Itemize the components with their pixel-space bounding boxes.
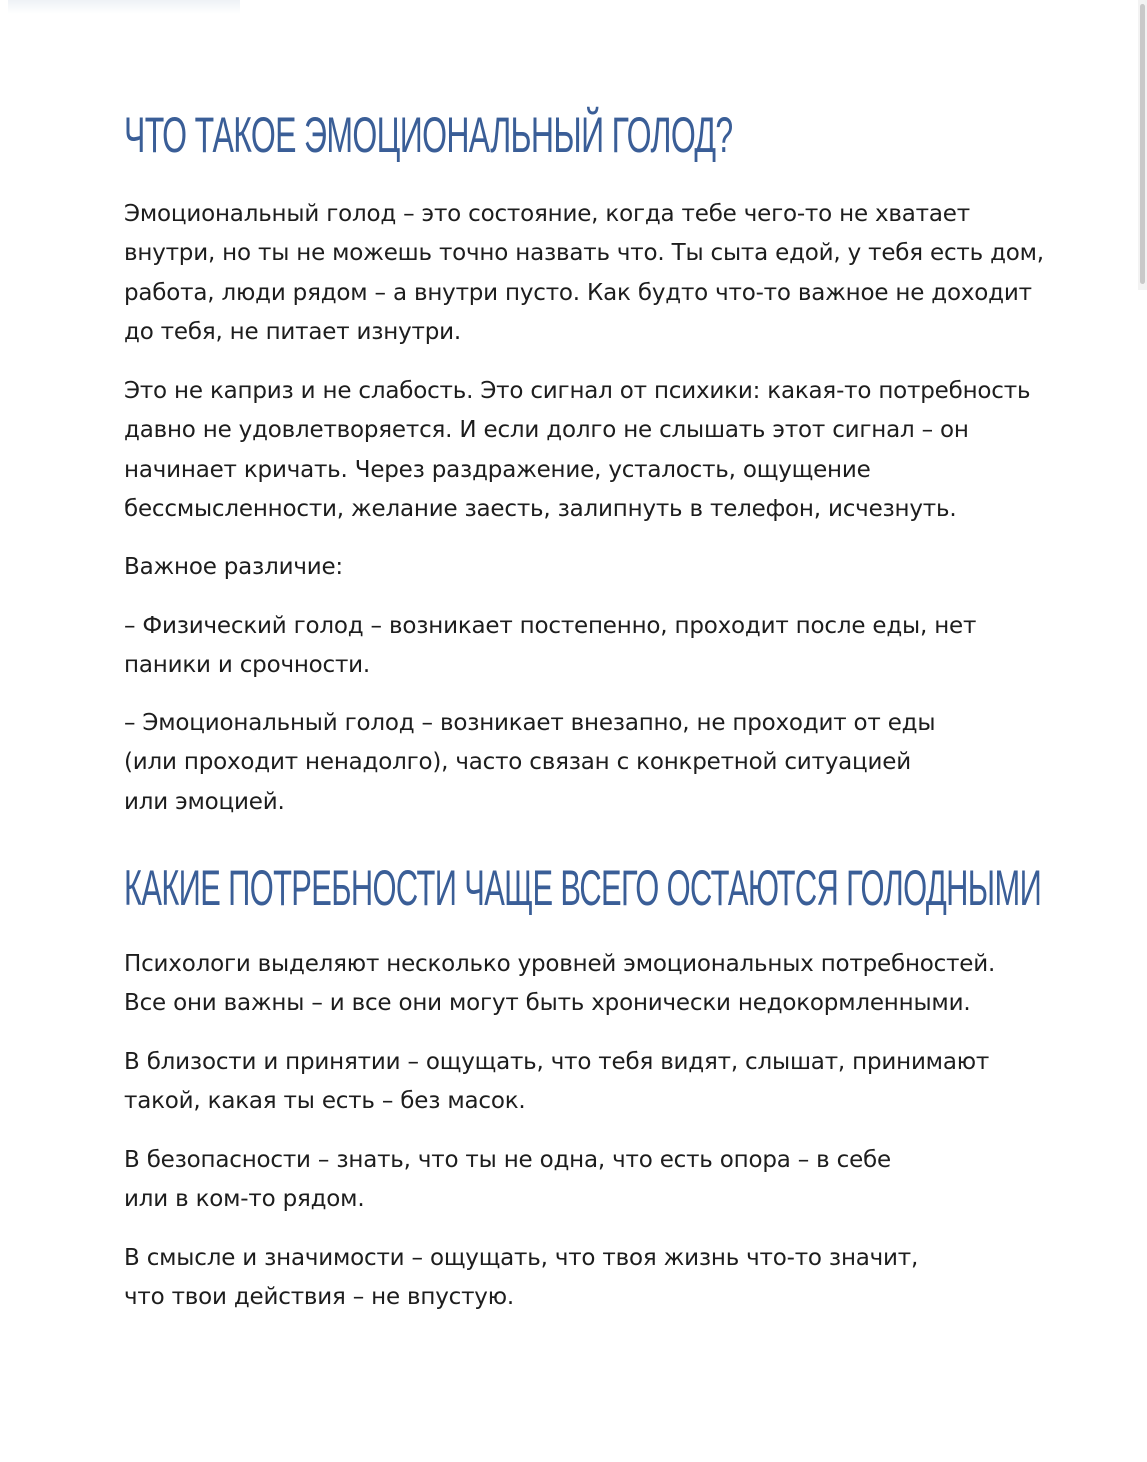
text-line: бессмысленности, желание заесть, залипнуть в телефон, исчезнуть. <box>124 495 957 522</box>
text-line: Важное различие: <box>124 554 343 580</box>
section-heading-emotional-hunger: ЧТО ТАКОЕ ЭМОЦИОНАЛЬНЫЙ ГОЛОД? <box>124 107 733 163</box>
text-line: В безопасности – знать, что ты не одна, что есть опора – в себе <box>124 1147 891 1173</box>
paragraph-needs-intro <box>124 945 1074 1024</box>
paragraph-need-closeness <box>124 1043 1074 1122</box>
text-line: такой, какая ты есть – без масок. <box>124 1088 526 1115</box>
text-line: Психологи выделяют несколько уровней эмоциональных потребностей. <box>124 951 996 977</box>
text-line: внутри, но ты не можешь точно назвать что. Ты сыта едой, у тебя есть дом, <box>124 240 1044 267</box>
text-line: паники и срочности. <box>124 652 371 679</box>
text-line: давно не удовлетворяется. И если долго не слышать этот сигнал – он <box>124 417 969 444</box>
text-line: – Эмоциональный голод – возникает внезапно, не проходит от еды <box>124 710 936 736</box>
paragraph-need-safety <box>124 1141 1074 1220</box>
paragraph-difference-intro <box>124 548 1074 587</box>
text-line: работа, люди рядом – а внутри пусто. Как будто что-то важное не доходит <box>124 279 1032 306</box>
text-line: (или проходит ненадолго), часто связан с конкретной ситуацией <box>124 749 911 776</box>
text-line: – Физический голод – возникает постепенно, проходит после еды, нет <box>124 613 977 639</box>
text-line: или в ком-то рядом. <box>124 1186 365 1213</box>
top-edge-fragment <box>8 0 240 14</box>
scrollbar-thumb[interactable] <box>1140 4 1145 284</box>
list-item-physical-hunger <box>124 607 1074 686</box>
list-item-emotional-hunger <box>124 704 1074 822</box>
section-heading-hungry-needs: КАКИЕ ПОТРЕБНОСТИ ЧАЩЕ ВСЕГО ОСТАЮТСЯ ГОЛОДНЫМИ <box>124 860 1042 916</box>
text-line: до тебя, не питает изнутри. <box>124 318 461 345</box>
text-line: Это не каприз и не слабость. Это сигнал от психики: какая-то потребность <box>124 378 1031 404</box>
text-line: В смысле и значимости – ощущать, что твоя жизнь что-то значит, <box>124 1245 919 1271</box>
text-line: начинает кричать. Через раздражение, усталость, ощущение <box>124 456 871 483</box>
paragraph-signal <box>124 372 1074 529</box>
paragraph-definition <box>124 195 1074 352</box>
text-line: Эмоциональный голод – это состояние, когда тебе чего-то не хватает <box>124 201 970 227</box>
text-line: Все они важны – и все они могут быть хронически недокормленными. <box>124 990 971 1017</box>
text-line: что твои действия – не впустую. <box>124 1284 514 1311</box>
text-line: или эмоцией. <box>124 788 285 815</box>
text-line: В близости и принятии – ощущать, что тебя видят, слышат, принимают <box>124 1049 990 1075</box>
paragraph-need-meaning <box>124 1239 1074 1318</box>
vertical-scrollbar[interactable] <box>1138 0 1147 290</box>
